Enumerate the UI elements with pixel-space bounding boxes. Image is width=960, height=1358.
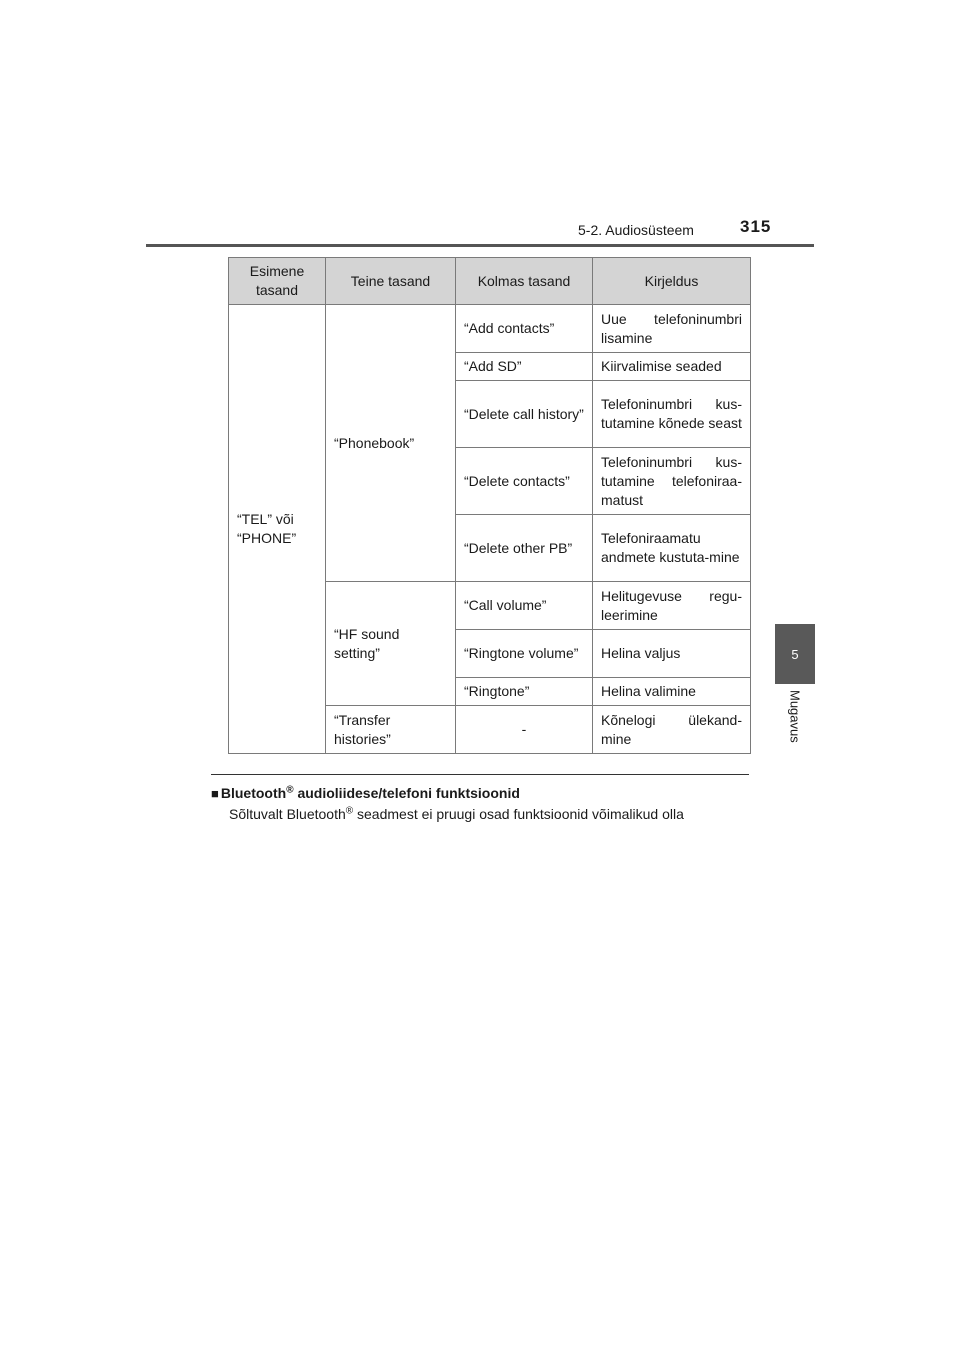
level2-cell: “Phonebook”	[326, 305, 456, 582]
column-header: Kirjeldus	[593, 258, 751, 305]
column-header: Esimene tasand	[229, 258, 326, 305]
note-title	[211, 785, 520, 801]
description-cell: Kiirvalimise seaded	[593, 353, 751, 381]
column-header: Kolmas tasand	[456, 258, 593, 305]
level3-cell: “Delete call history”	[456, 381, 593, 448]
description-cell: Helitugevuse regu-leerimine	[593, 582, 751, 630]
description-cell: Helina valimine	[593, 678, 751, 706]
description-cell: Uue telefoninumbri lisamine	[593, 305, 751, 353]
menu-table	[228, 257, 751, 754]
level3-cell: “Call volume”	[456, 582, 593, 630]
note-body-text-end: seadmest ei pruugi osad funktsioonid võimalikud olla	[353, 806, 684, 822]
description-cell: Telefoninumbri kus-tutamine telefoniraa-matust	[593, 448, 751, 515]
registered-mark: ®	[345, 805, 354, 817]
note-title-text-end: audioliidese/telefoni funktsioonid	[293, 785, 520, 801]
level2-cell: “HF sound setting”	[326, 582, 456, 706]
description-cell: Telefoniraamatu andmete kustuta-mine	[593, 515, 751, 582]
description-cell: Kõnelogi ülekand-mine	[593, 706, 751, 754]
registered-mark: ®	[286, 784, 294, 796]
chapter-number: 5	[791, 646, 799, 662]
table-row	[229, 305, 751, 353]
level3-cell: “Delete contacts”	[456, 448, 593, 515]
description-cell: Telefoninumbri kus-tutamine kõnede seast	[593, 381, 751, 448]
note-body	[229, 806, 684, 822]
note-title-text: Bluetooth	[220, 785, 287, 801]
level3-cell: “Ringtone volume”	[456, 630, 593, 678]
level3-cell: “Ringtone”	[456, 678, 593, 706]
column-header: Teine tasand	[326, 258, 456, 305]
table-header-row	[229, 258, 751, 305]
square-bullet-icon: ■	[211, 786, 219, 801]
level2-cell: “Transfer histories”	[326, 706, 456, 754]
level1-cell: “TEL” või “PHONE”	[229, 305, 326, 754]
note-rule	[211, 774, 749, 775]
page-number: 315	[740, 217, 772, 236]
level3-cell: -	[456, 706, 593, 754]
level3-cell: “Add contacts”	[456, 305, 593, 353]
header-section-title: 5-2. Audiosüsteem	[578, 222, 694, 238]
chapter-tab	[775, 624, 815, 684]
chapter-label: Mugavus	[787, 690, 803, 743]
note-body-text: Sõltuvalt Bluetooth	[229, 806, 346, 822]
level3-cell: “Add SD”	[456, 353, 593, 381]
header-rule	[146, 244, 814, 247]
level3-cell: “Delete other PB”	[456, 515, 593, 582]
description-cell: Helina valjus	[593, 630, 751, 678]
